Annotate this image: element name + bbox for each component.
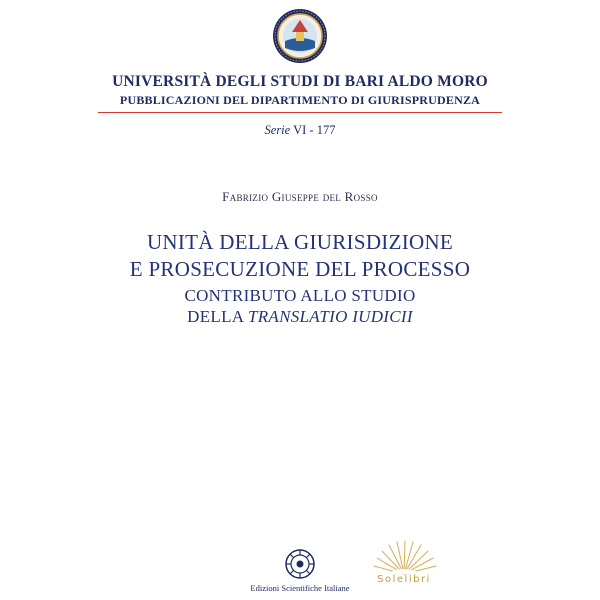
university-seal-icon — [272, 8, 328, 64]
sun-rays-logo-icon — [364, 540, 444, 578]
series-line — [0, 123, 600, 138]
subtitle-italic: TRANSLATIO IUDICII — [247, 307, 413, 326]
series-label: Serie — [264, 123, 291, 137]
title-line-1: UNITÀ DELLA GIURISDIZIONE — [146, 230, 454, 254]
department-name: PUBBLICAZIONI DEL DIPARTIMENTO DI GIURISPRUDENZA — [119, 93, 481, 107]
esi-publisher-name: Edizioni Scientifiche Italiane — [250, 583, 350, 593]
subtitle-prefix: DELLA — [187, 307, 248, 326]
title-line-2: E PROSECUZIONE DEL PROCESSO — [129, 257, 471, 281]
series-number: VI - 177 — [293, 123, 336, 137]
solelibri-publisher-name: Solelibri — [377, 574, 431, 585]
university-name: UNIVERSITÀ DEGLI STUDI DI BARI ALDO MORO — [112, 73, 488, 90]
header-divider — [98, 112, 502, 113]
subtitle-line-1: CONTRIBUTO ALLO STUDIO — [184, 286, 416, 305]
author-name: Fabrizio Giuseppe del Rosso — [222, 189, 378, 204]
esi-logo-icon — [284, 548, 316, 580]
subtitle-line-2 — [0, 307, 600, 327]
